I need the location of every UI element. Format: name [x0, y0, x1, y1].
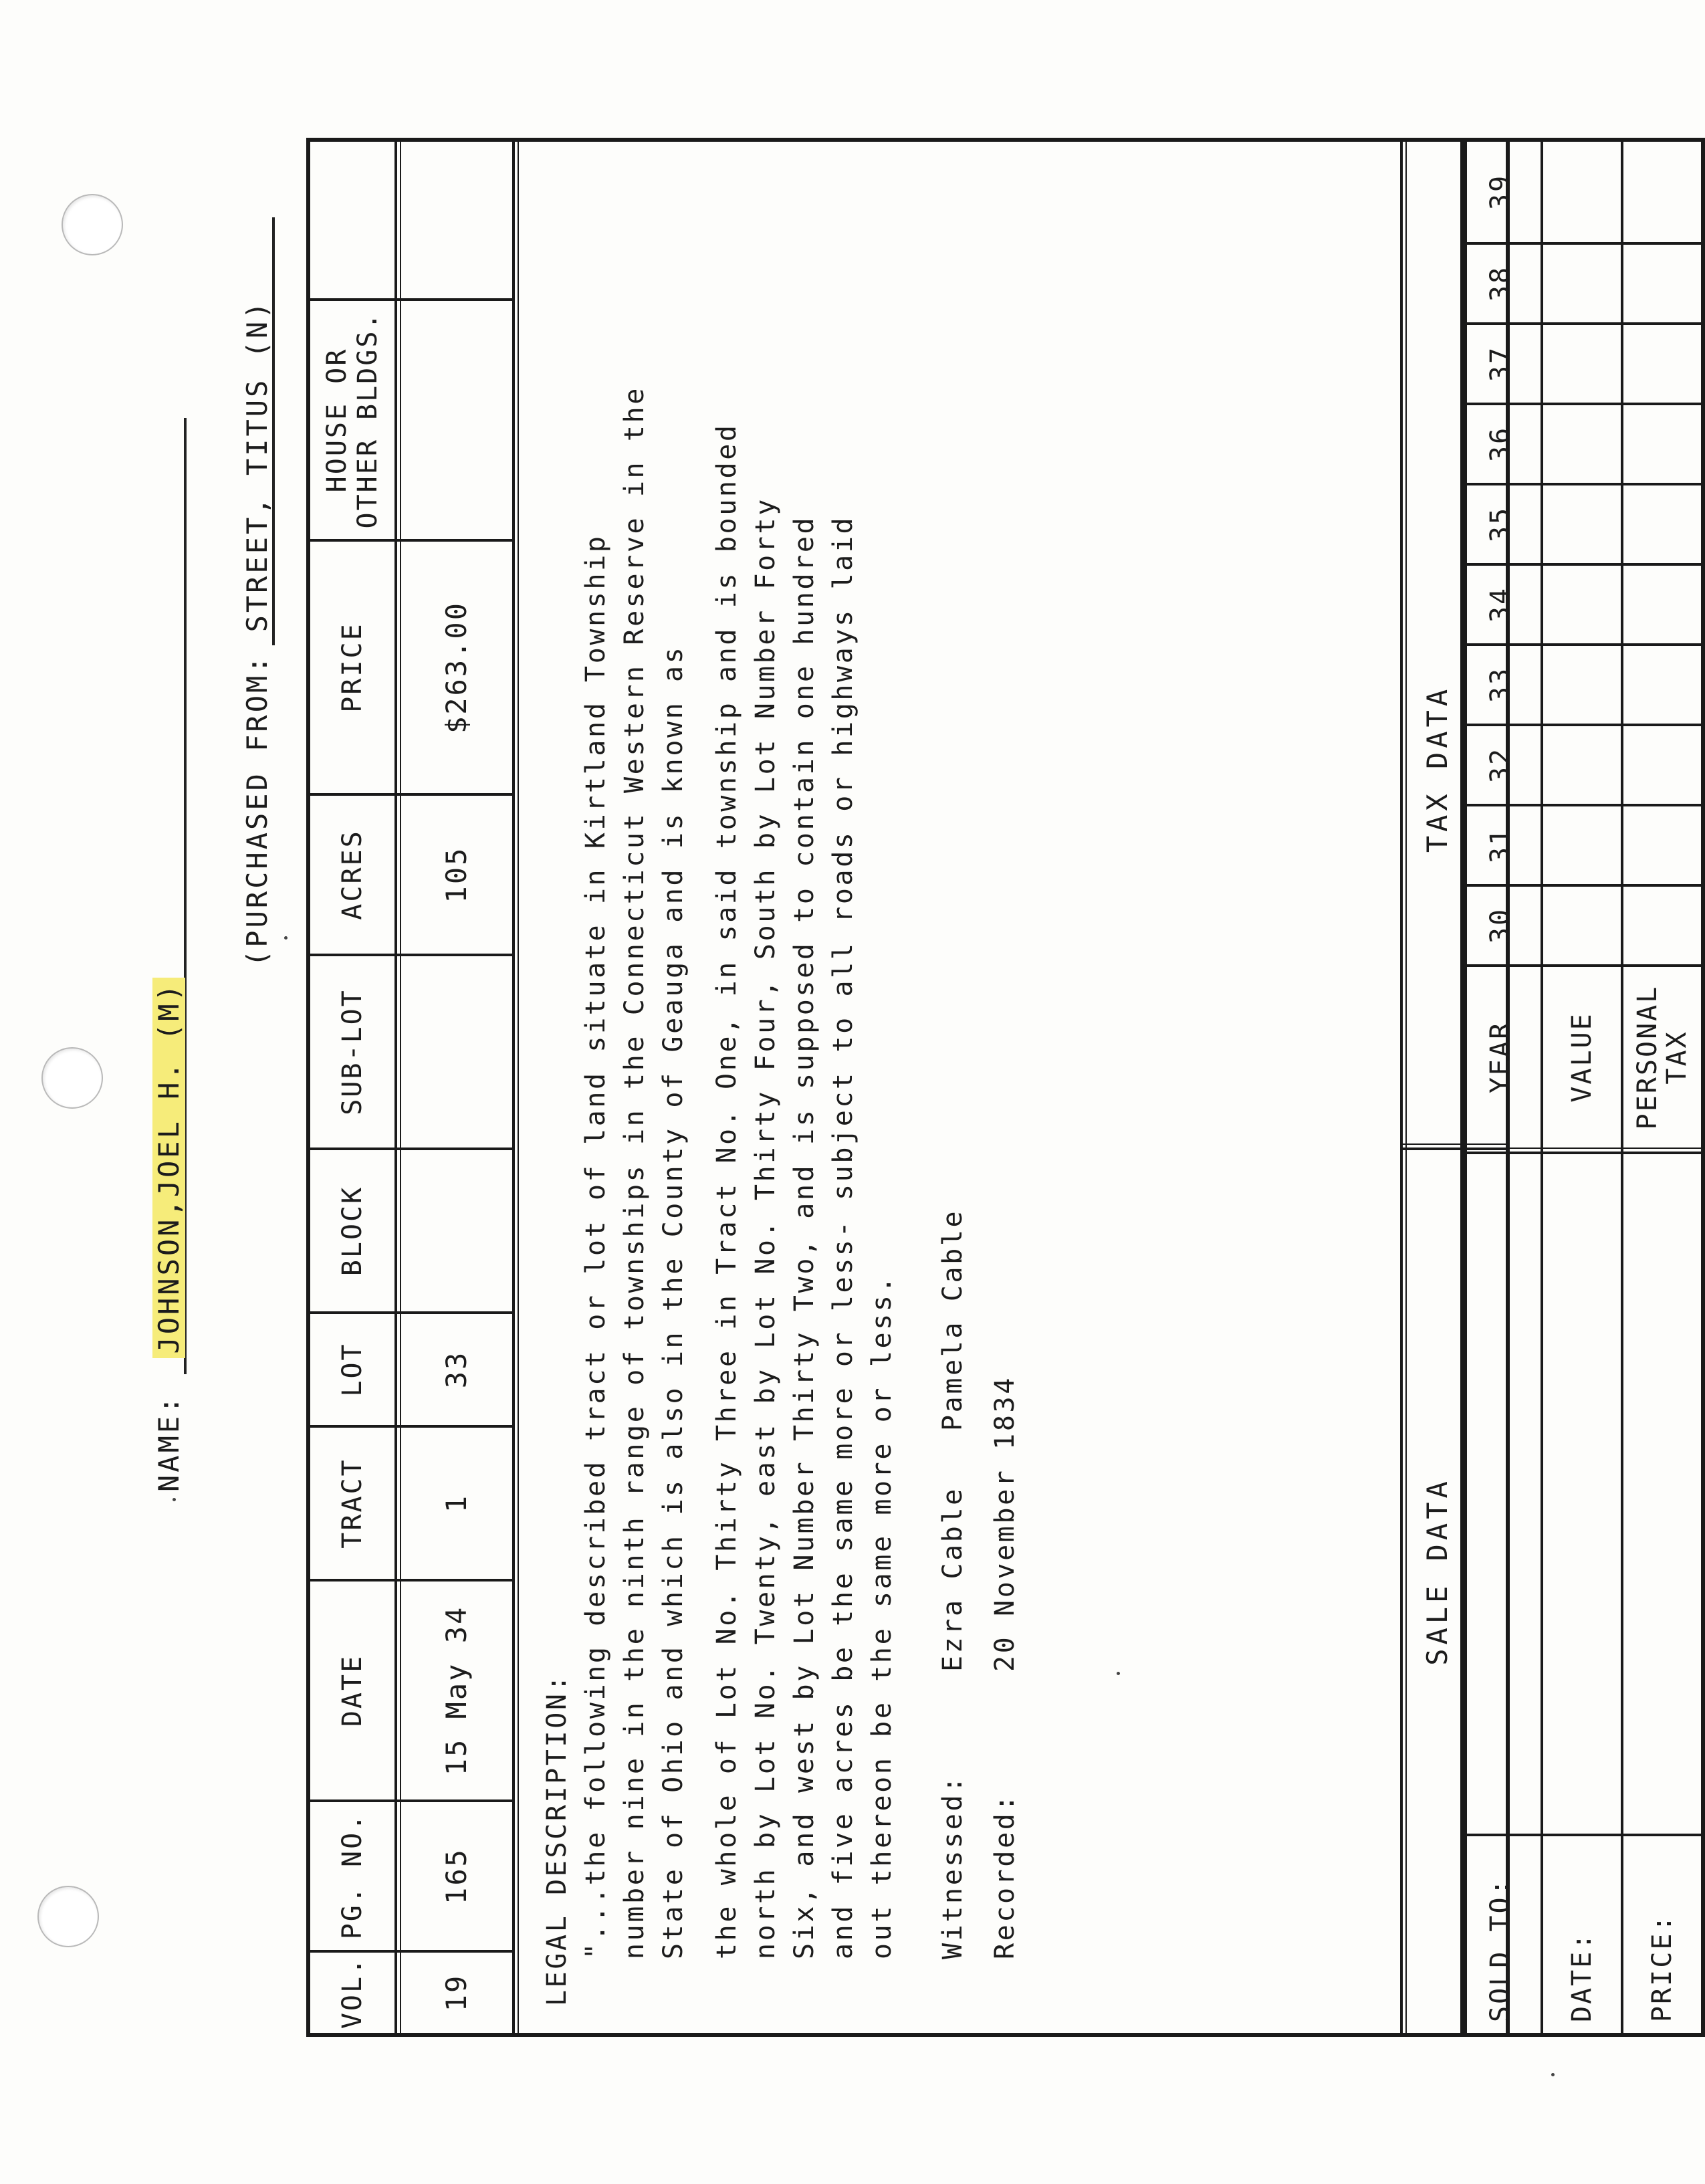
tax-year-cell: 30: [1485, 907, 1516, 944]
purchased-from-label: (PURCHASED FROM:: [241, 653, 273, 967]
data-section-top-rule-double: [1405, 142, 1407, 2033]
col-header-sub-lot: SUB-LOT: [337, 988, 368, 1115]
col-header-house-or-bldgs: HOUSE OR OTHER BLDGS.: [322, 311, 383, 529]
legal-text-line: "...the following described tract or lot of land situate in Kirtland Township: [580, 534, 611, 1959]
purchased-from-line: [243, 217, 275, 645]
tax-year-cell: 33: [1485, 666, 1516, 703]
header-row-rule: [394, 142, 397, 2033]
top-table-bottom-rule-double: [518, 142, 519, 2033]
cell-price: $263.00: [439, 601, 473, 734]
cell-page-no: 165: [439, 1848, 473, 1904]
legal-text-line: number nine in the ninth range of townships in the Connecticut Western Reserve in the: [619, 386, 650, 1959]
legal-description-label: LEGAL DESCRIPTION:: [542, 1672, 572, 2006]
tax-year-cell: 37: [1485, 345, 1516, 383]
legal-description: [538, 386, 1024, 2006]
top-table-bottom-rule: [512, 142, 515, 2033]
recorded-value: 20 November 1834: [990, 1376, 1020, 1672]
sale-tax-grid-divider: [1460, 1152, 1705, 1154]
col-header-price: PRICE: [337, 622, 368, 713]
cell-acres: 105: [439, 846, 473, 903]
tax-year-cell: 39: [1485, 173, 1516, 211]
data-section-top-rule: [1400, 142, 1403, 2033]
data-grid: [1460, 138, 1705, 2037]
tax-row-label-value: VALUE: [1567, 1012, 1597, 1103]
paragraph-gap: [693, 629, 707, 2006]
property-record-form: [306, 138, 1510, 2037]
tax-row-label-year: YEAR: [1485, 1020, 1516, 1094]
cell-date: 15 May 34: [439, 1605, 473, 1776]
col-header-lot: LOT: [337, 1342, 368, 1397]
sale-label-divider: [1460, 1834, 1705, 1836]
legal-text-line: out thereon be the same more or less.: [867, 1274, 897, 1959]
name-value: JOHNSON,JOEL H. (M): [152, 978, 185, 1357]
cell-house-or-bldgs: [400, 301, 512, 539]
grid-bottom-rule: [1701, 138, 1705, 2037]
legal-text-line: Six, and west by Lot Number Thirty Two, and is supposed to contain one hundred: [789, 515, 820, 1959]
date-label: DATE:: [1567, 1931, 1597, 2022]
cell-sub-lot: [400, 956, 512, 1148]
tax-year-cell: 31: [1485, 827, 1516, 864]
witness-1: Ezra Cable: [937, 1487, 968, 1672]
col-header-block: BLOCK: [337, 1185, 368, 1277]
cell-lot: 33: [439, 1350, 473, 1389]
tax-data-title: TAX DATA: [1420, 685, 1454, 853]
cell-vol: 19: [439, 1973, 473, 2012]
sale-tax-grid-divider-double: [1460, 1148, 1705, 1149]
legal-text-line: and five acres be the same more or less- subject to all roads or highways laid: [828, 515, 859, 1959]
witnessed-label: Witnessed:: [937, 1774, 968, 1959]
tax-year-cell: 35: [1485, 506, 1516, 543]
col-header-date: DATE: [337, 1654, 368, 1727]
name-row: [152, 418, 187, 1492]
recorded-label: Recorded:: [990, 1792, 1020, 1959]
sale-data-title: SALE DATA: [1420, 1477, 1454, 1666]
recorded-row: [986, 629, 1024, 2006]
grid-left-border: [1460, 2033, 1705, 2037]
col-header-tract: TRACT: [337, 1458, 368, 1549]
witnessed-row: [933, 629, 972, 2006]
legal-text-line: State of Ohio and which is also in the County of Geauga and is known as: [658, 645, 689, 1959]
col-header-page-no: PG. NO.: [337, 1812, 368, 1940]
tax-year-cell: 34: [1485, 586, 1516, 623]
tax-row-label-personal-tax: PERSONAL TAX: [1632, 984, 1692, 1130]
tax-year-cell: 32: [1485, 746, 1516, 784]
legal-text-line: north by Lot No. Twenty, east by Lot No. Thirty Four, South by Lot Number Forty: [750, 497, 781, 1959]
price-label: PRICE:: [1647, 1913, 1678, 2022]
purchased-from-row: [241, 217, 275, 967]
cell-tract: 1: [439, 1493, 473, 1513]
tax-year-cell: 38: [1485, 265, 1516, 302]
sold-to-label: SOLD TO:: [1485, 1877, 1516, 2022]
col-header-vol: VOL.: [337, 1956, 368, 2030]
name-line: [154, 418, 187, 1374]
purchased-from-value: STREET, TITUS (N): [241, 299, 273, 633]
legal-text-line: the whole of Lot No. Thirty Three in Tract No. One, in said township and is bounded: [711, 423, 742, 1959]
witness-2: Pamela Cable: [937, 1208, 968, 1431]
name-label: NAME:: [152, 1394, 185, 1492]
tax-year-cell: 36: [1485, 425, 1516, 463]
col-header-acres: ACRES: [337, 829, 368, 920]
cell-block: [400, 1150, 512, 1311]
